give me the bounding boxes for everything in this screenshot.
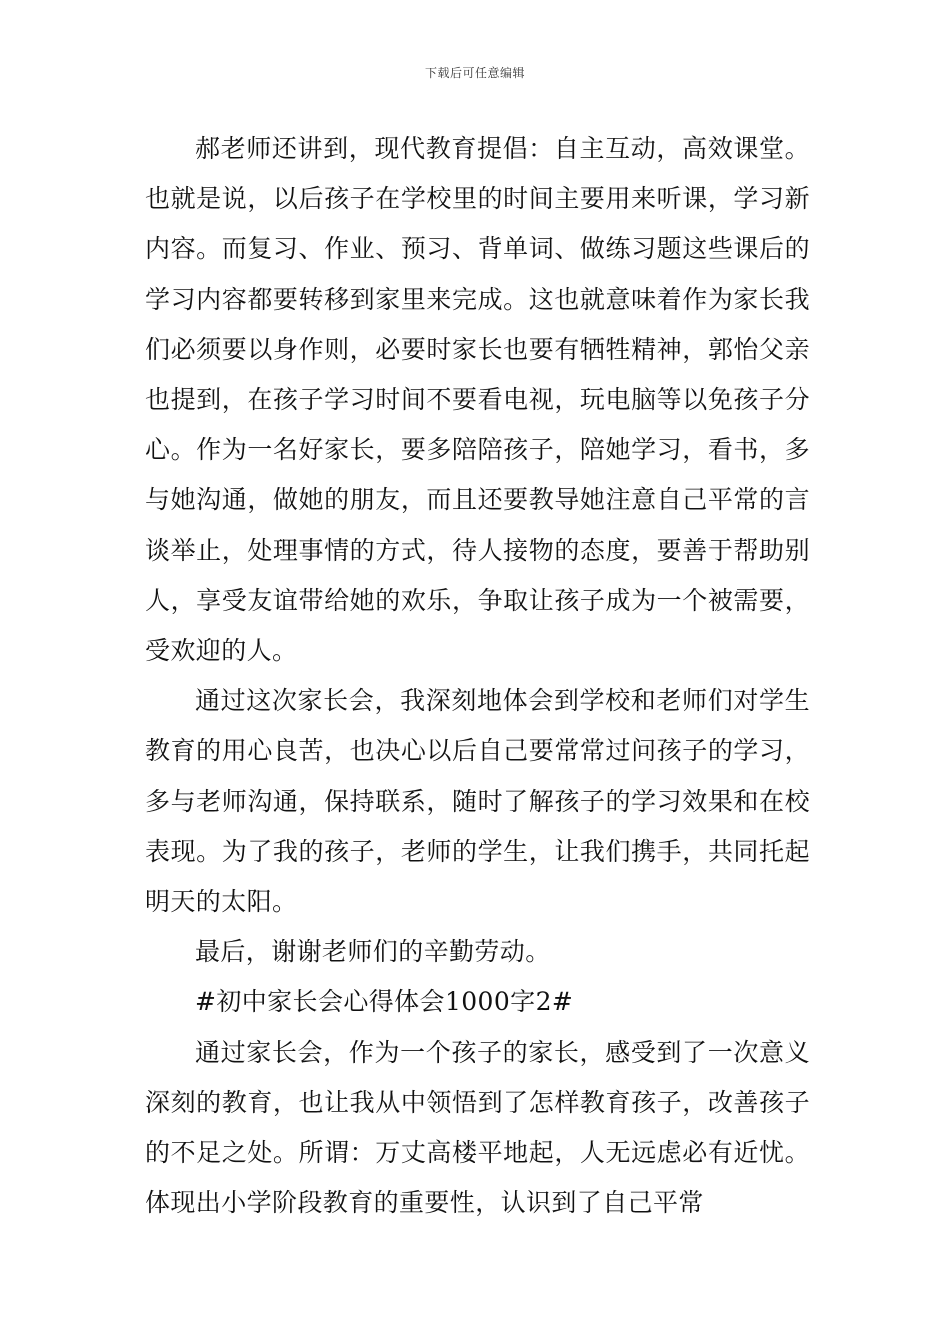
section-heading: #初中家长会心得体会1000字2# <box>195 987 574 1017</box>
paragraph-teacher-remarks: 郝老师还讲到，现代教育提倡：自主互动，高效课堂。也就是说，以后孩子在学校里的时间主要用来听课，学习新内容。而复习、作业、预习、背单词、做练习题这些课后的学习内容都要转移到家里来完成。这也就意味着作为家长我们必须要以身作则，必要时家长也要有牺牲精神，郭怡父亲也提到，在孩子学习时间不要看电视，玩电脑等以免孩子分心。作为一名好家长，要多陪陪孩子，陪她学习，看书，多与她沟通，做她的朋友，而且还要教导她注意自己平常的言谈举止，处理事情的方式，待人接物的态度，要善于帮助别人，享受友谊带给她的欢乐，争取让孩子成为一个被需要，受欢迎的人。 <box>145 134 810 666</box>
paragraph-thanks: 最后，谢谢老师们的辛勤劳动。 <box>195 937 551 967</box>
document-body <box>145 124 810 1228</box>
paragraph-second-essay: 通过家长会，作为一个孩子的家长，感受到了一次意义深刻的教育，也让我从中领悟到了怎样教育孩子，改善孩子的不足之处。所谓：万丈高楼平地起，人无远虑必有近忧。体现出小学阶段教育的重要性，认识到了自己平常 <box>145 1037 810 1218</box>
page-header: 下载后可任意编辑 <box>424 66 525 80</box>
paragraph-reflection: 通过这次家长会，我深刻地体会到学校和老师们对学生教育的用心良苦，也决心以后自己要常常过问孩子的学习，多与老师沟通，保持联系，随时了解孩子的学习效果和在校表现。为了我的孩子，老师的学生，让我们携手，共同托起明天的太阳。 <box>145 686 810 917</box>
